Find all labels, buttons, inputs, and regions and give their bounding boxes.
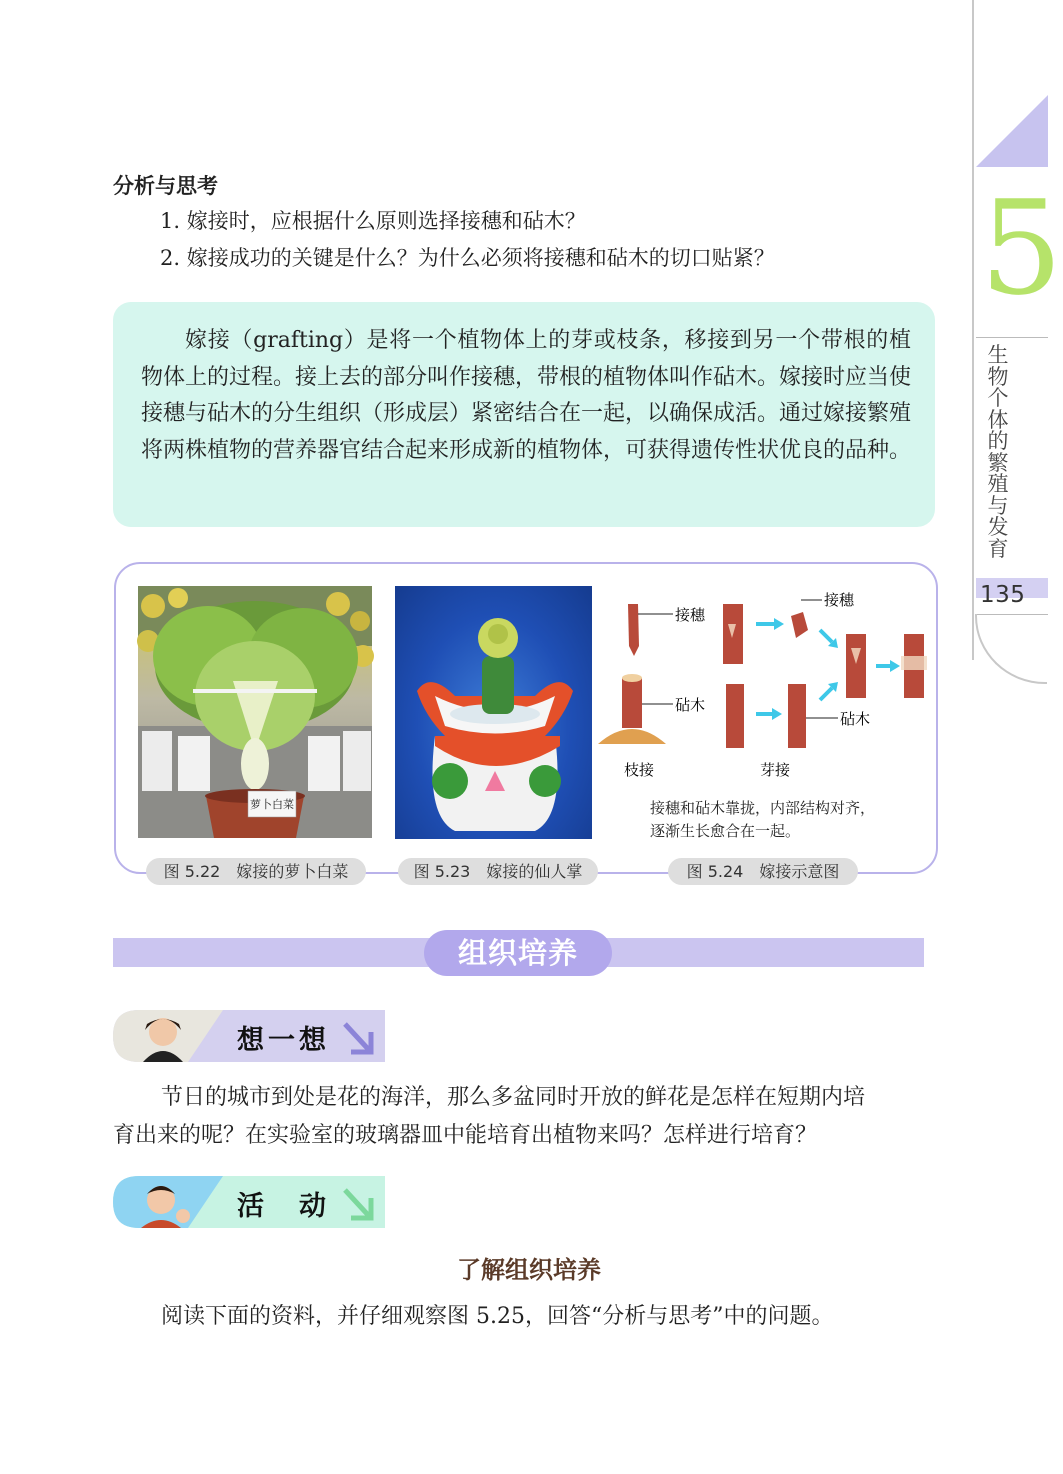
side-tab-corner bbox=[975, 614, 1047, 684]
side-tab-line bbox=[972, 0, 974, 660]
analysis-heading: 分析与思考 bbox=[113, 174, 218, 198]
think-tag-label: 想一想 bbox=[237, 1025, 330, 1056]
diagram-arrows bbox=[756, 618, 900, 720]
scion-branch bbox=[628, 604, 639, 656]
radish-cabbage-photo bbox=[138, 586, 372, 838]
analysis-question-1: 1. 嫁接时，应根据什么原则选择接穗和砧木？ bbox=[160, 209, 586, 233]
diagram-note bbox=[650, 797, 875, 843]
scion-label-2: 接穗 bbox=[824, 591, 855, 609]
diagram-note-line1: 接穗和砧木靠拢，内部结构对齐， bbox=[650, 799, 876, 817]
stock-branch bbox=[622, 678, 642, 728]
diagram-note-line2: 逐渐生长愈合在一起。 bbox=[650, 822, 801, 840]
section-title: 组织培养 bbox=[457, 936, 578, 970]
analysis-question-2: 2. 嫁接成功的关键是什么？为什么必须将接穗和砧木的切口贴紧？ bbox=[160, 246, 775, 270]
branch-grafting-label: 枝接 bbox=[624, 761, 655, 779]
think-tag bbox=[113, 1010, 385, 1062]
side-tab-triangle bbox=[976, 95, 1048, 167]
think-text-line2: 育出来的呢？在实验室的玻璃器皿中能培育出植物来吗？怎样进行培育？ bbox=[113, 1123, 818, 1148]
think-text-line1: 节日的城市到处是花的海洋，那么多盆同时开放的鲜花是怎样在短期内培 bbox=[161, 1085, 866, 1110]
activity-tag-label: 活 动 bbox=[237, 1191, 330, 1222]
stock-label-2: 砧木 bbox=[840, 710, 871, 728]
activity-tag bbox=[113, 1176, 385, 1228]
activity-instruction: 阅读下面的资料，并仔细观察图 5.25，回答“分析与思考”中的问题。 bbox=[161, 1304, 834, 1329]
cactus-photo bbox=[395, 586, 592, 839]
figure-5-22-caption: 图 5.22 嫁接的萝卜白菜 bbox=[146, 858, 366, 885]
radish-cabbage-label: 萝卜白菜 bbox=[250, 798, 294, 811]
activity-title bbox=[0, 1250, 1048, 1285]
bud-grafting-label: 芽接 bbox=[760, 761, 791, 779]
page-number: 135 bbox=[980, 582, 1026, 608]
grafting-diagram bbox=[598, 586, 934, 786]
activity-title-text: 了解组织培养 bbox=[457, 1256, 601, 1284]
stock-label: 砧木 bbox=[675, 696, 706, 714]
scion-label: 接穗 bbox=[675, 606, 706, 624]
definition-text: 嫁接（grafting）是将一个植物体上的芽或枝条，移接到另一个带根的植物体上的过程。接上去的部分叫作接穗，带根的植物体叫作砧木。嫁接时应当使接穗与砧木的分生组织（形成层）紧密结合在一起，以确保成活。通过嫁接繁殖将两株植物的营养器官结合起来形成新的植物体，可获得遗传性状优良的品种。 bbox=[141, 328, 912, 463]
side-tab-rule bbox=[976, 337, 1048, 338]
figure-5-24-caption: 图 5.24 嫁接示意图 bbox=[668, 858, 858, 885]
figure-5-23-caption: 图 5.23 嫁接的仙人掌 bbox=[398, 858, 598, 885]
chapter-number: 5 bbox=[980, 172, 1063, 324]
chapter-title: 生物个体的繁殖与发育 bbox=[987, 343, 1009, 561]
